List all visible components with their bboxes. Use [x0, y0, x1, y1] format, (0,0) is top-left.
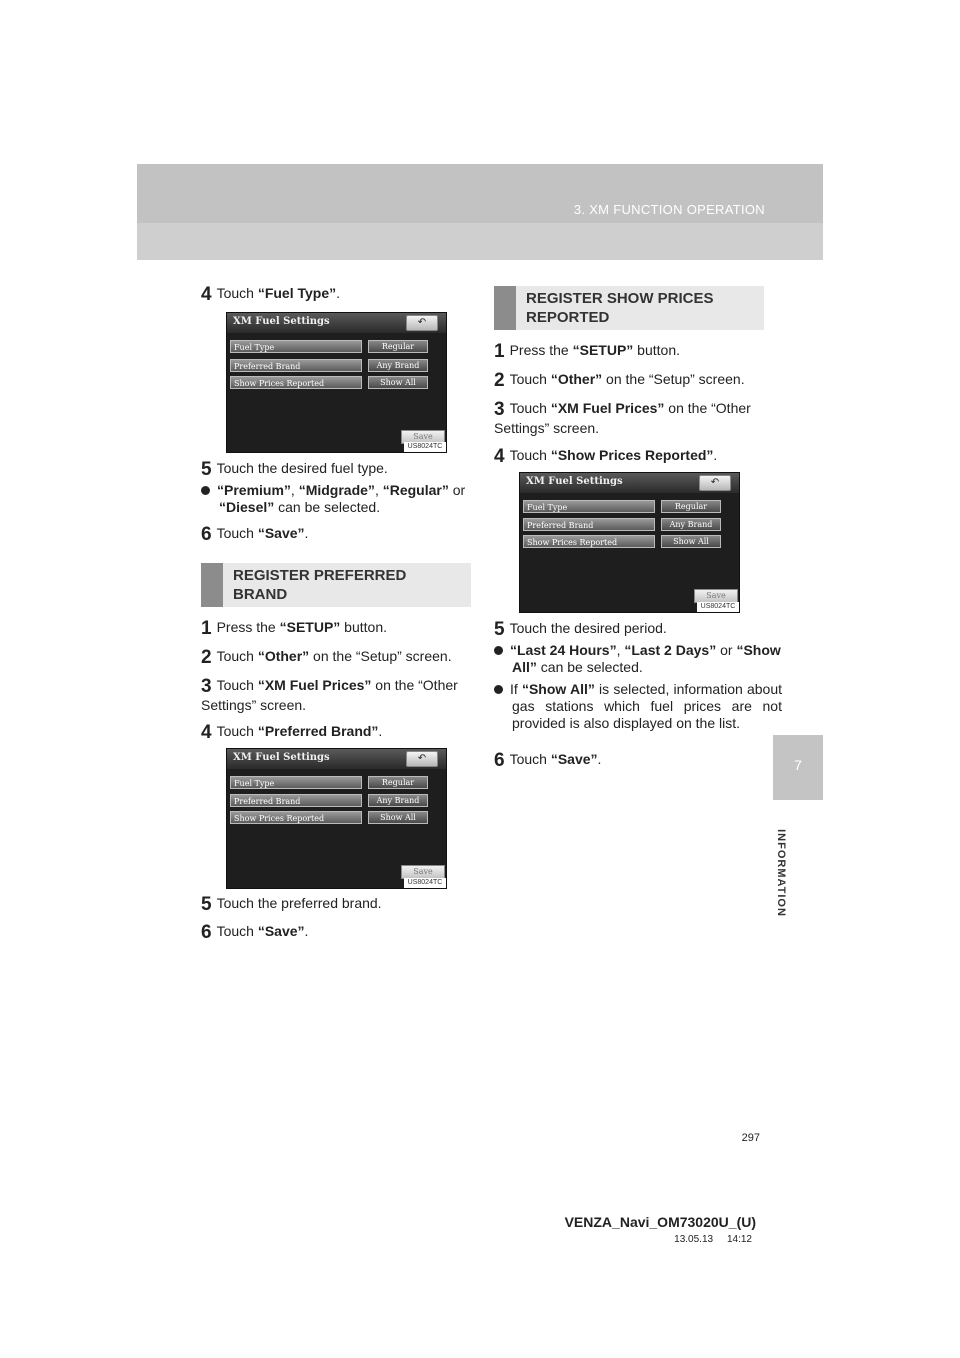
figure-row-value: Regular	[368, 340, 428, 353]
bullet-fuel-types	[201, 482, 489, 516]
text: is selected, information about gas stations which fuel prices are not provided is also displayed on the list.	[512, 681, 783, 731]
step-number: 6	[201, 524, 212, 545]
figure-row-value: Show All	[661, 535, 721, 548]
right-step-6-save	[494, 750, 601, 770]
step-text: Touch	[216, 923, 258, 939]
figure-title: XM Fuel Settings	[233, 316, 330, 327]
step-bold: “Other”	[550, 371, 603, 387]
figure-row-label: Fuel Type	[523, 500, 655, 513]
step-text: Touch	[216, 525, 258, 541]
heading-bar	[494, 286, 516, 330]
chapter-tab	[773, 735, 823, 800]
figure-row-label: Show Prices Reported	[230, 811, 362, 824]
step-bold: “Fuel Type”	[257, 285, 337, 301]
figure-save-button: Save	[401, 430, 445, 444]
bold-text: “Regular”	[382, 482, 449, 498]
step-text: Press the	[216, 619, 280, 635]
figure-row-label: Preferred Brand	[230, 794, 362, 807]
bullet-periods	[494, 642, 782, 676]
text: or	[448, 482, 466, 498]
step-number: 2	[201, 647, 212, 668]
step-text: button.	[340, 619, 387, 635]
text: can be selected.	[536, 659, 643, 675]
bold-text: “Last 24 Hours”	[510, 642, 617, 658]
step-text: Touch the desired period.	[509, 620, 667, 636]
step-text: Touch	[216, 677, 258, 693]
figure-row-value: Show All	[368, 811, 428, 824]
text: ,	[290, 482, 299, 498]
figure-save-button: Save	[694, 589, 738, 603]
back-icon: ↶	[406, 751, 438, 767]
step-number: 5	[201, 459, 212, 480]
header-band-top	[137, 164, 823, 223]
header-band	[137, 164, 823, 260]
figure-code: US8024TC	[697, 602, 739, 612]
step-6-save-brand	[201, 922, 308, 942]
step-number: 4	[201, 722, 212, 743]
step-text: .	[336, 285, 341, 301]
step-text: on the “Other Settings” screen.	[201, 677, 458, 713]
figure-row-label: Fuel Type	[230, 776, 362, 789]
step-number: 1	[201, 618, 212, 639]
bullet-show-all-note	[494, 681, 782, 732]
heading-bar	[201, 563, 223, 607]
step-text: Touch	[509, 400, 551, 416]
bold-text: “Last 2 Days”	[624, 642, 717, 658]
step-text: .	[304, 525, 309, 541]
step-bold: “Other”	[257, 648, 310, 664]
right-step-3-xm-fuel-prices	[494, 399, 766, 438]
text: ,	[374, 482, 383, 498]
step-text: on the “Other Settings” screen.	[494, 400, 751, 436]
figure-code: US8024TC	[404, 442, 446, 452]
step-text: .	[304, 923, 309, 939]
step-bold: “XM Fuel Prices”	[550, 400, 665, 416]
right-step-5-period	[494, 619, 667, 639]
text: can be selected.	[274, 499, 381, 515]
figure-row-value: Regular	[661, 500, 721, 513]
figure-row-label: Preferred Brand	[523, 518, 655, 531]
right-step-4-show-prices	[494, 446, 717, 466]
step-text: .	[378, 723, 383, 739]
step-number: 4	[201, 284, 212, 305]
step-number: 5	[494, 619, 505, 640]
step-2-other	[201, 647, 452, 667]
figure-save-button: Save	[401, 865, 445, 879]
step-text: on the “Setup” screen.	[309, 648, 452, 664]
step-text: Touch	[216, 723, 258, 739]
step-text: Touch	[509, 371, 551, 387]
text: If	[510, 681, 522, 697]
heading-text: REGISTER SHOW PRICES REPORTED	[526, 290, 714, 326]
screenshot-figure-1	[226, 312, 447, 453]
bullet-dot	[494, 685, 503, 694]
step-5-fuel	[201, 459, 388, 479]
step-bold: “Save”	[257, 525, 305, 541]
chapter-label-text: INFORMATION	[775, 829, 787, 917]
chapter-label	[766, 818, 796, 928]
screenshot-figure-3	[519, 472, 740, 613]
page-number: 297	[741, 1132, 760, 1144]
step-text: .	[597, 751, 602, 767]
section-heading-show-prices	[494, 286, 764, 330]
figure-row-value: Show All	[368, 376, 428, 389]
step-text: Touch the preferred brand.	[216, 895, 382, 911]
document-id: VENZA_Navi_OM73020U_(U)	[564, 1214, 756, 1230]
figure-title: XM Fuel Settings	[233, 752, 330, 763]
step-1-setup	[201, 618, 387, 638]
text: ,	[616, 642, 625, 658]
right-step-1-setup	[494, 341, 680, 361]
step-number: 2	[494, 370, 505, 391]
step-number: 6	[494, 750, 505, 771]
step-number: 4	[494, 446, 505, 467]
step-6-save	[201, 524, 308, 544]
step-bold: “XM Fuel Prices”	[257, 677, 372, 693]
figure-row-value: Any Brand	[661, 518, 721, 531]
step-bold: “Save”	[550, 751, 598, 767]
figure-row-value: Any Brand	[368, 794, 428, 807]
step-5-preferred	[201, 894, 382, 914]
step-text: Touch	[509, 447, 551, 463]
step-number: 3	[494, 399, 505, 420]
step-number: 6	[201, 922, 212, 943]
back-icon: ↶	[406, 315, 438, 331]
step-text: Press the	[509, 342, 573, 358]
section-title: 3. XM FUNCTION OPERATION	[573, 202, 765, 217]
step-4-fuel-type	[201, 284, 340, 304]
section-heading-preferred-brand	[201, 563, 471, 607]
bold-text: “Show All”	[512, 642, 781, 675]
step-bold: “Save”	[257, 923, 305, 939]
bold-text: “Diesel”	[219, 499, 275, 515]
figure-row-value: Any Brand	[368, 359, 428, 372]
step-number: 1	[494, 341, 505, 362]
figure-code: US8024TC	[404, 878, 446, 888]
screenshot-figure-2	[226, 748, 447, 889]
step-text: Touch	[216, 648, 258, 664]
bold-text: “Midgrade”	[298, 482, 375, 498]
chapter-number: 7	[794, 757, 802, 773]
step-4-preferred-brand	[201, 722, 382, 742]
step-number: 5	[201, 894, 212, 915]
step-bold: “SETUP”	[279, 619, 341, 635]
heading-text: REGISTER PREFERRED BRAND	[233, 567, 407, 603]
text: or	[716, 642, 737, 658]
step-bold: “Preferred Brand”	[257, 723, 379, 739]
step-bold: “Show Prices Reported”	[550, 447, 714, 463]
step-text: on the “Setup” screen.	[602, 371, 745, 387]
step-number: 3	[201, 676, 212, 697]
step-3-xm-fuel-prices	[201, 676, 473, 715]
right-step-2-other	[494, 370, 745, 390]
bold-text: “Show All”	[521, 681, 595, 697]
back-icon: ↶	[699, 475, 731, 491]
figure-row-label: Show Prices Reported	[523, 535, 655, 548]
bullet-dot	[494, 646, 503, 655]
figure-row-value: Regular	[368, 776, 428, 789]
step-bold: “SETUP”	[572, 342, 634, 358]
step-text: Touch the desired fuel type.	[216, 460, 388, 476]
figure-title: XM Fuel Settings	[526, 476, 623, 487]
figure-row-label: Preferred Brand	[230, 359, 362, 372]
step-text: button.	[633, 342, 680, 358]
step-text: Touch	[509, 751, 551, 767]
figure-row-label: Show Prices Reported	[230, 376, 362, 389]
step-text: .	[713, 447, 718, 463]
bold-text: “Premium”	[217, 482, 291, 498]
document-date: 13.05.13 14:12	[674, 1234, 752, 1245]
figure-row-label: Fuel Type	[230, 340, 362, 353]
bullet-dot	[201, 486, 210, 495]
step-text: Touch	[216, 285, 258, 301]
